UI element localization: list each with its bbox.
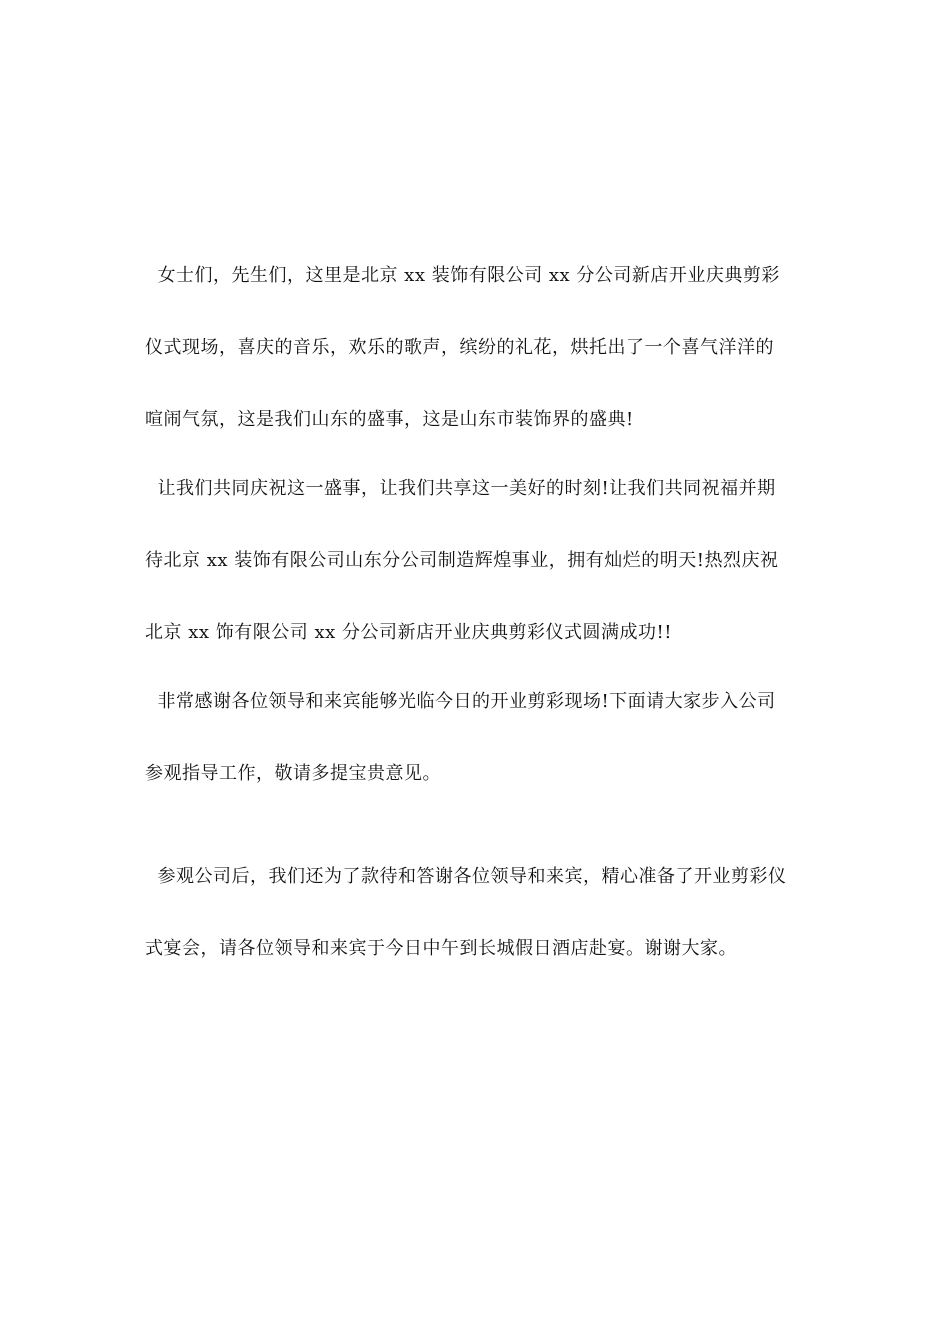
paragraph-line: 参观公司后，我们还为了款待和答谢各位领导和来宾，精心准备了开业剪彩仪 <box>145 866 787 887</box>
paragraph-line: 喧闹气氛，这是我们山东的盛事，这是山东市装饰界的盛典! <box>145 409 634 430</box>
paragraph-line: 仪式现场，喜庆的音乐，欢乐的歌声，缤纷的礼花，烘托出了一个喜气洋洋的 <box>145 337 774 358</box>
paragraph-line: 非常感谢各位领导和来宾能够光临今日的开业剪彩现场!下面请大家步入公司 <box>145 691 776 712</box>
paragraph-thanks <box>145 648 810 828</box>
paragraph-line: 参观指导工作，敬请多提宝贵意见。 <box>145 763 441 784</box>
paragraph-line: 式宴会，请各位领导和来宾于今日中午到长城假日酒店赴宴。谢谢大家。 <box>145 938 737 959</box>
paragraph-banquet <box>145 823 810 1003</box>
paragraph-line: 待北京 xx 装饰有限公司山东分公司制造辉煌事业，拥有灿烂的明天!热烈庆祝 <box>145 550 779 571</box>
paragraph-line: 北京 xx 饰有限公司 xx 分公司新店开业庆典剪彩仪式圆满成功!! <box>145 622 672 643</box>
paragraph-line: 女士们，先生们，这里是北京 xx 装饰有限公司 xx 分公司新店开业庆典剪彩 <box>145 265 780 286</box>
paragraph-line: 让我们共同庆祝这一盛事，让我们共享这一美好的时刻!让我们共同祝福并期 <box>145 478 776 499</box>
